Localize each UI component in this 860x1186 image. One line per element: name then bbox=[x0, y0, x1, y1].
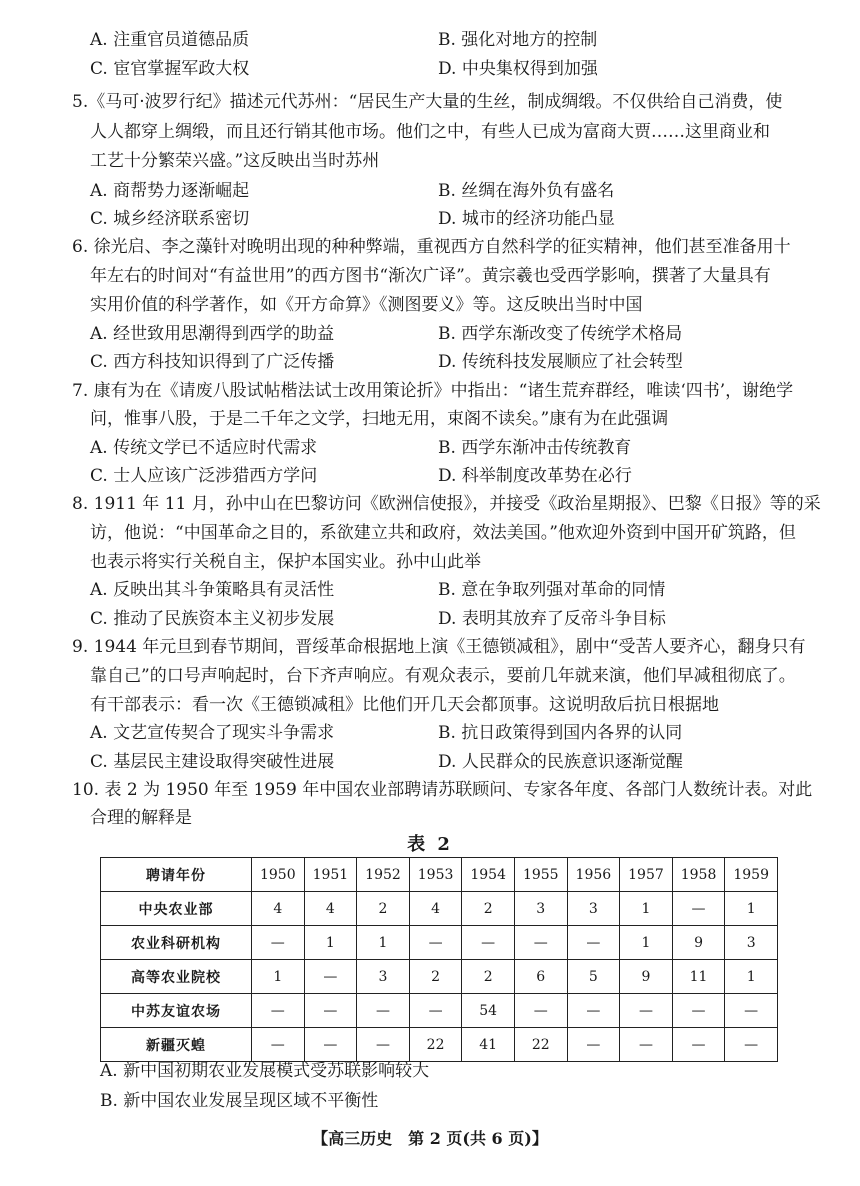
q5-stem-line: 人人都穿上绸缎，而且还行销其他市场。他们之中，有些人已成为富商大贾……这里商业和 bbox=[90, 122, 770, 142]
table-cell: 9 bbox=[672, 926, 725, 960]
q7-option-a: A. 传统文学已不适应时代需求 bbox=[90, 438, 318, 458]
table-cell: 1 bbox=[357, 926, 410, 960]
table-cell: — bbox=[567, 994, 620, 1028]
table-year-cell: 1952 bbox=[357, 858, 410, 892]
q4-option-d: D. 中央集权得到加强 bbox=[438, 59, 598, 79]
q8-stem-line: 也表示将实行关税自主，保护本国实业。孙中山此举 bbox=[90, 552, 481, 572]
table-year-cell: 1956 bbox=[567, 858, 620, 892]
q7-option-d: D. 科举制度改革势在必行 bbox=[438, 466, 632, 486]
table-cell: 3 bbox=[357, 960, 410, 994]
table-cell: — bbox=[725, 994, 778, 1028]
table-cell: 1 bbox=[620, 892, 673, 926]
table-row bbox=[101, 1028, 778, 1062]
table-cell: 5 bbox=[567, 960, 620, 994]
q7-option-b: B. 西学东渐冲击传统教育 bbox=[438, 438, 632, 458]
table-cell: — bbox=[304, 960, 357, 994]
table-cell: — bbox=[409, 926, 462, 960]
table-cell: — bbox=[304, 994, 357, 1028]
table-title: 表 2 bbox=[407, 834, 453, 855]
q8-option-b: B. 意在争取列强对革命的同情 bbox=[438, 580, 666, 600]
page-footer: 【高三历史 第 2 页(共 6 页)】 bbox=[312, 1129, 548, 1148]
table-cell: 11 bbox=[672, 960, 725, 994]
table-cell: — bbox=[567, 926, 620, 960]
q7-stem-line: 7. 康有为在《请废八股试帖楷法试士改用策论折》中指出：“诸生荒弃群经，唯读‘四书’，谢绝学 bbox=[72, 381, 794, 401]
table-header-row bbox=[101, 858, 778, 892]
table-row-label: 农业科研机构 bbox=[101, 926, 252, 960]
table-cell: 2 bbox=[409, 960, 462, 994]
table-cell: 9 bbox=[620, 960, 673, 994]
table-year-cell: 1955 bbox=[514, 858, 567, 892]
table-cell: 1 bbox=[252, 960, 305, 994]
q9-stem-line: 9. 1944 年元旦到春节期间，晋绥革命根据地上演《王德锁减租》，剧中“受苦人要齐心，翻身只有 bbox=[72, 637, 806, 657]
table-cell: 54 bbox=[462, 994, 515, 1028]
table-cell: — bbox=[672, 994, 725, 1028]
table-cell: 22 bbox=[409, 1028, 462, 1062]
table-year-cell: 1959 bbox=[725, 858, 778, 892]
table-cell: — bbox=[620, 1028, 673, 1062]
table-cell: — bbox=[252, 1028, 305, 1062]
table-cell: 4 bbox=[304, 892, 357, 926]
q5-option-a: A. 商帮势力逐渐崛起 bbox=[90, 181, 250, 201]
q7-option-c: C. 士人应该广泛涉猎西方学问 bbox=[90, 466, 318, 486]
q8-stem-line: 访，他说：“中国革命之目的，系欲建立共和政府，效法美国。”他欢迎外资到中国开矿筑路，但 bbox=[90, 523, 796, 543]
q8-option-a: A. 反映出其斗争策略具有灵活性 bbox=[90, 580, 335, 600]
table-cell: 41 bbox=[462, 1028, 515, 1062]
q10-stem-line: 10. 表 2 为 1950 年至 1959 年中国农业部聘请苏联顾问、专家各年度、各部门人数统计表。对此 bbox=[72, 780, 813, 800]
q5-option-d: D. 城市的经济功能凸显 bbox=[438, 209, 615, 229]
q5-stem-line: 工艺十分繁荣兴盛。”这反映出当时苏州 bbox=[90, 151, 380, 171]
table-year-cell: 1953 bbox=[409, 858, 462, 892]
table-cell: — bbox=[409, 994, 462, 1028]
table-cell: 2 bbox=[462, 892, 515, 926]
table-cell: 1 bbox=[620, 926, 673, 960]
table-row-label: 高等农业院校 bbox=[101, 960, 252, 994]
q4-option-a: A. 注重官员道德品质 bbox=[90, 30, 250, 50]
q10-option-a: A. 新中国初期农业发展模式受苏联影响较大 bbox=[100, 1061, 430, 1081]
table-cell: 2 bbox=[357, 892, 410, 926]
table-cell: — bbox=[672, 892, 725, 926]
table-cell: 6 bbox=[514, 960, 567, 994]
table-row-label: 中苏友谊农场 bbox=[101, 994, 252, 1028]
table-cell: — bbox=[514, 994, 567, 1028]
table-cell: — bbox=[514, 926, 567, 960]
q8-stem-line: 8. 1911 年 11 月，孙中山在巴黎访问《欧洲信使报》，并接受《政治星期报》、巴黎《日报》等的采 bbox=[72, 494, 821, 514]
q7-stem-line: 问，惟事八股，于是二千年之文学，扫地无用，束阁不读矣。”康有为在此强调 bbox=[90, 409, 669, 429]
table-cell: 4 bbox=[409, 892, 462, 926]
table-year-cell: 1954 bbox=[462, 858, 515, 892]
q4-option-c: C. 宦官掌握军政大权 bbox=[90, 59, 250, 79]
table-year-cell: 1950 bbox=[252, 858, 305, 892]
table-row-label: 新疆灭蝗 bbox=[101, 1028, 252, 1062]
q4-option-b: B. 强化对地方的控制 bbox=[438, 30, 598, 50]
table-cell: — bbox=[252, 926, 305, 960]
table-row bbox=[101, 994, 778, 1028]
table-cell: — bbox=[357, 1028, 410, 1062]
q6-stem-line: 年左右的时间对“有益世用”的西方图书“渐次广译”。黄宗羲也受西学影响，撰著了大量具有 bbox=[90, 266, 771, 286]
table-cell: 1 bbox=[304, 926, 357, 960]
table-year-cell: 1951 bbox=[304, 858, 357, 892]
table-cell: — bbox=[252, 994, 305, 1028]
table-cell: 4 bbox=[252, 892, 305, 926]
table-year-cell: 1958 bbox=[672, 858, 725, 892]
q5-stem-line: 5.《马可·波罗行纪》描述元代苏州：“居民生产大量的生丝，制成绸缎。不仅供给自己消费，使 bbox=[72, 92, 783, 112]
q6-stem-line: 6. 徐光启、李之藻针对晚明出现的种种弊端，重视西方自然科学的征实精神，他们甚至准备用十 bbox=[72, 237, 791, 257]
q8-option-c: C. 推动了民族资本主义初步发展 bbox=[90, 609, 335, 629]
table-cell: 3 bbox=[567, 892, 620, 926]
q8-option-d: D. 表明其放弃了反帝斗争目标 bbox=[438, 609, 666, 629]
q5-option-c: C. 城乡经济联系密切 bbox=[90, 209, 250, 229]
table-cell: — bbox=[357, 994, 410, 1028]
table-cell: — bbox=[672, 1028, 725, 1062]
data-table bbox=[100, 857, 778, 1062]
q6-option-d: D. 传统科技发展顺应了社会转型 bbox=[438, 352, 683, 372]
q6-option-c: C. 西方科技知识得到了广泛传播 bbox=[90, 352, 335, 372]
table-cell: — bbox=[462, 926, 515, 960]
table-row bbox=[101, 926, 778, 960]
q6-option-b: B. 西学东渐改变了传统学术格局 bbox=[438, 324, 683, 344]
q10-option-b: B. 新中国农业发展呈现区域不平衡性 bbox=[100, 1091, 379, 1111]
q9-stem-line: 靠自己”的口号声响起时，台下齐声响应。有观众表示，要前几年就来演，他们早减租彻底了。 bbox=[90, 666, 796, 686]
table-cell: — bbox=[620, 994, 673, 1028]
table-cell: 1 bbox=[725, 892, 778, 926]
table-cell: 3 bbox=[725, 926, 778, 960]
table-row-label: 中央农业部 bbox=[101, 892, 252, 926]
q9-option-d: D. 人民群众的民族意识逐渐觉醒 bbox=[438, 752, 683, 772]
table-header-label: 聘请年份 bbox=[101, 858, 252, 892]
table-year-cell: 1957 bbox=[620, 858, 673, 892]
q6-stem-line: 实用价值的科学著作，如《开方命算》《测图要义》等。这反映出当时中国 bbox=[90, 295, 643, 315]
q10-stem-line: 合理的解释是 bbox=[90, 808, 192, 828]
q9-option-a: A. 文艺宣传契合了现实斗争需求 bbox=[90, 723, 335, 743]
q9-option-c: C. 基层民主建设取得突破性进展 bbox=[90, 752, 335, 772]
table-cell: — bbox=[725, 1028, 778, 1062]
q9-stem-line: 有干部表示：看一次《王德锁减租》比他们开几天会都顶事。这说明敌后抗日根据地 bbox=[90, 695, 719, 715]
table-cell: 3 bbox=[514, 892, 567, 926]
q6-option-a: A. 经世致用思潮得到西学的助益 bbox=[90, 324, 335, 344]
table-cell: 1 bbox=[725, 960, 778, 994]
table-cell: 22 bbox=[514, 1028, 567, 1062]
table-row bbox=[101, 960, 778, 994]
table-cell: 2 bbox=[462, 960, 515, 994]
table-cell: — bbox=[567, 1028, 620, 1062]
q5-option-b: B. 丝绸在海外负有盛名 bbox=[438, 181, 615, 201]
q9-option-b: B. 抗日政策得到国内各界的认同 bbox=[438, 723, 683, 743]
table-cell: — bbox=[304, 1028, 357, 1062]
table-row bbox=[101, 892, 778, 926]
